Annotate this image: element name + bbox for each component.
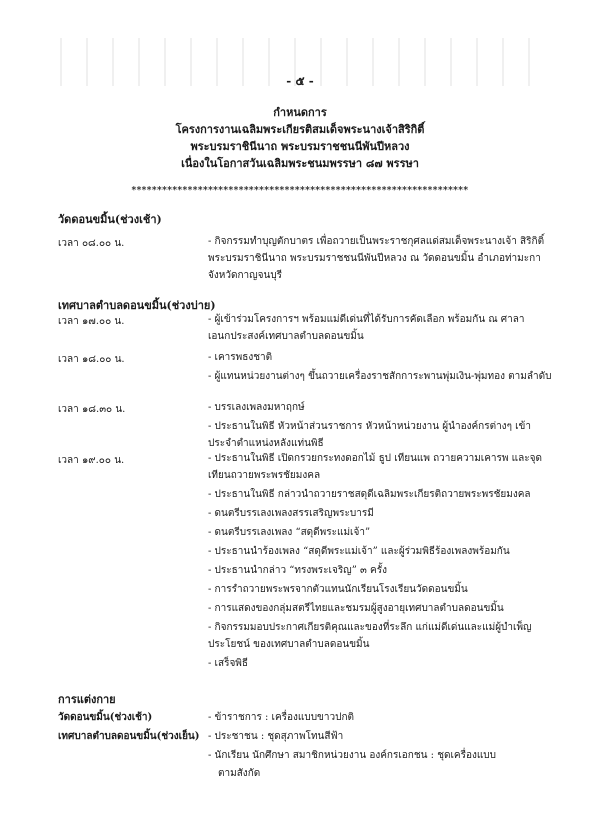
dress-item-continued: ตามสังกัด: [218, 768, 261, 779]
document-title: [0, 104, 600, 172]
title-line-1: กำหนดการ: [273, 106, 327, 119]
dress-item: - ข้าราชการ : เครื่องแบบขาวปกติ: [208, 712, 355, 723]
schedule-item: - เสร็จพิธี: [208, 658, 249, 669]
schedule-item: - ประธานในพิธี กล่าวนำถวายราชสดุดีเฉลิมพระเกียรติถวายพระพรชัยมงคล: [208, 489, 531, 500]
schedule-item: - การแสดงของกลุ่มสตรีไทยและชมรมผู้สูงอายุเทศบาลตำบลดอนขมิ้น: [208, 603, 504, 614]
schedule-item: - กิจกรรมทำบุญตักบาตร เพื่อถวายเป็นพระราชกุศลแด่สมเด็จพระนางเจ้า สิริกิติ์ พระบรมราชินีนาถ พระบรมราชชนนีพันปีหลวง ณ วัดดอนขมิ้น อำเภอท่ามะกา จังหวัดกาญจนบุรี: [208, 236, 545, 281]
schedule-item: - เคารพธงชาติ: [208, 352, 273, 363]
schedule-item: - ผู้แทนหน่วยงานต่างๆ ขึ้นถวายเครื่องราชสักการะพานพุ่มเงิน-พุ่มทอง ตามลำดับ: [208, 371, 552, 382]
time-1900: เวลา ๑๙.๐๐ น.: [58, 455, 125, 466]
schedule-item: - การรำถวายพระพรจากตัวแทนนักเรียนโรงเรียนวัดดอนขมิ้น: [208, 584, 468, 595]
schedule-item: - ผู้เข้าร่วมโครงการฯ พร้อมแม่ดีเด่นที่ได้รับการคัดเลือก พร้อมกัน ณ ศาลา เอนกประสงค์เทศบาลตำบลดอนขมิ้น: [208, 314, 525, 342]
section-heading-morning: วัดดอนขมิ้น(ช่วงเช้า): [58, 213, 162, 226]
title-line-4: เนื่องในโอกาสวันเฉลิมพระชนมพรรษา ๘๗ พรรษา: [181, 157, 419, 170]
title-line-3: พระบรมราชินีนาถ พระบรมราชชนนีพันปีหลวง: [190, 140, 410, 153]
schedule-item: - ดนตรีบรรเลงเพลงสรรเสริญพระบารมี: [208, 508, 374, 519]
schedule-item: - ประธานในพิธี หัวหน้าส่วนราชการ หัวหน้าหน่วยงาน ผู้นำองค์กรต่างๆ เข้าประจำตำแหน่งหลังแท่นพิธี: [208, 421, 531, 449]
schedule-item: - กิจกรรมมอบประกาศเกียรติคุณและของที่ระลึก แก่แม่ดีเด่นและแม่ผู้บำเพ็ญ ประโยชน์ ของเทศบาลตำบลดอนขมิ้น: [208, 622, 532, 650]
page-number: - ๕ -: [286, 74, 314, 88]
schedule-item: - บรรเลงเพลงมหาฤกษ์: [208, 402, 305, 413]
title-line-2: โครงการงานเฉลิมพระเกียรติสมเด็จพระนางเจ้าสิริกิติ์: [175, 123, 425, 136]
star-divider: ******************************************************************: [131, 186, 469, 196]
time-1800: เวลา ๑๘.๐๐ น.: [58, 354, 125, 365]
dress-item: - ประชาชน : ชุดสุภาพโทนสีฟ้า: [208, 731, 344, 742]
dress-item: - นักเรียน นักศึกษา สมาชิกหน่วยงาน องค์กรเอกชน : ชุดเครื่องแบบ: [208, 750, 496, 761]
time-1700: เวลา ๑๗.๐๐ น.: [58, 316, 125, 327]
dress-place-morning: วัดดอนขมิ้น(ช่วงเช้า): [58, 712, 153, 723]
time-1830: เวลา ๑๘.๓๐ น.: [58, 404, 126, 415]
section-heading-evening: เทศบาลตำบลดอนขมิ้น(ช่วงบ่าย): [58, 299, 216, 312]
time-0800: เวลา ๐๘.๐๐ น.: [58, 238, 125, 249]
schedule-item: - ประธานนำกล่าว “ทรงพระเจริญ” ๓ ครั้ง: [208, 565, 387, 576]
section-heading-dress: การแต่งกาย: [58, 693, 116, 706]
schedule-item: - ประธานในพิธี เปิดกรวยกระทงดอกไม้ ธูป เทียนแพ ถวายความเคารพ และจุดเทียนถวายพระพรชัยมงคล: [208, 453, 542, 481]
dress-place-evening: เทศบาลตำบลดอนขมิ้น(ช่วงเย็น): [58, 731, 200, 742]
schedule-item: - ดนตรีบรรเลงเพลง “สดุดีพระแม่เจ้า”: [208, 527, 371, 538]
schedule-item: - ประธานนำร้องเพลง “สดุดีพระแม่เจ้า” และผู้ร่วมพิธีร้องเพลงพร้อมกัน: [208, 546, 510, 557]
